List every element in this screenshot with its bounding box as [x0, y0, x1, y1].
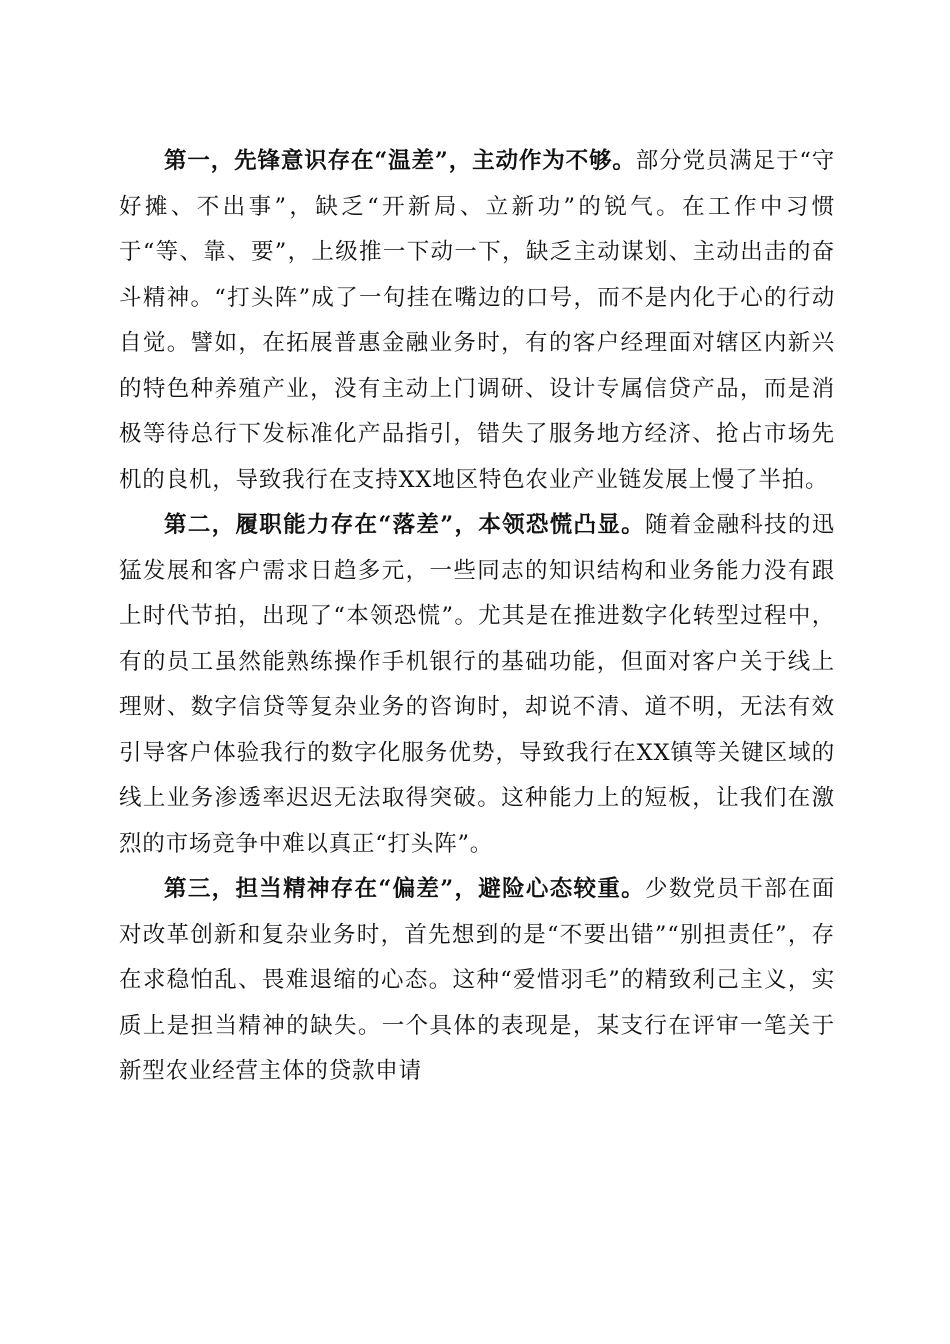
paragraph-1 [119, 139, 835, 503]
paragraph-3 [119, 867, 835, 1095]
paragraph-1-heading: 第一，先锋意识存在“温差”，主动作为不够。 [164, 148, 636, 174]
document-body [119, 139, 835, 1095]
paragraph-2 [119, 503, 835, 867]
paragraph-2-heading: 第二，履职能力存在“落差”，本领恐慌凸显。 [164, 512, 645, 538]
paragraph-1-text: 部分党员满足于“守好摊、不出事”，缺乏“开新局、立新功”的锐气。在工作中习惯于“等、靠、要”，上级推一下动一下，缺乏主动谋划、主动出击的奋斗精神。“打头阵”成了一句挂在嘴边的口号，而不是内化于心的行动自觉。譬如，在拓展普惠金融业务时，有的客户经理面对辖区内新兴的特色种养殖产业，没有主动上门调研、设计专属信贷产品，而是消极等待总行下发标准化产品指引，错失了服务地方经济、抢占市场先机的良机，导致我行在支持XX地区特色农业产业链发展上慢了半拍。 [119, 148, 836, 493]
paragraph-3-text: 少数党员干部在面对改革创新和复杂业务时，首先想到的是“不要出错”“别担责任”，存在求稳怕乱、畏难退缩的心态。这种“爱惜羽毛”的精致利己主义，实质上是担当精神的缺失。一个具体的表现是，某支行在评审一笔关于新型农业经营主体的贷款申请 [119, 876, 836, 1084]
paragraph-3-heading: 第三，担当精神存在“偏差”，避险心态较重。 [164, 876, 645, 902]
paragraph-2-text: 随着金融科技的迅猛发展和客户需求日趋多元，一些同志的知识结构和业务能力没有跟上时代节拍，出现了“本领恐慌”。尤其是在推进数字化转型过程中，有的员工虽然能熟练操作手机银行的基础功能，但面对客户关于线上理财、数字信贷等复杂业务的咨询时，却说不清、道不明，无法有效引导客户体验我行的数字化服务优势，导致我行在XX镇等关键区域的线上业务渗透率迟迟无法取得突破。这种能力上的短板，让我们在激烈的市场竞争中难以真正“打头阵”。 [119, 512, 836, 857]
